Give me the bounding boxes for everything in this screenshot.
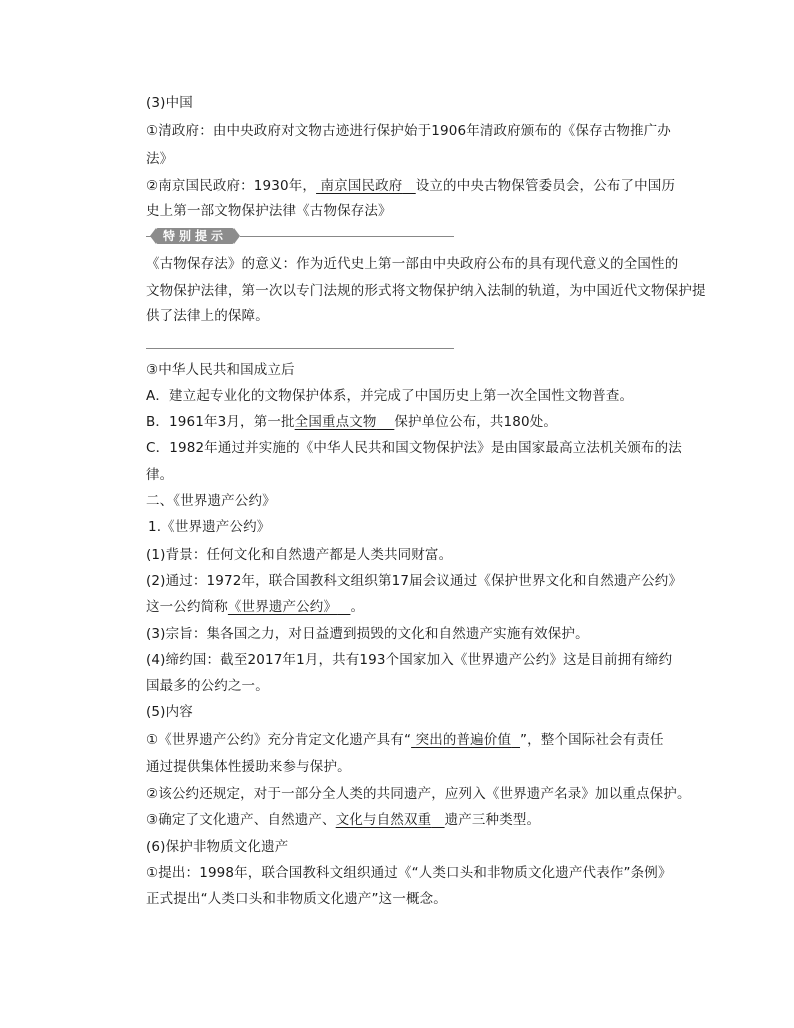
content-1-fill-blank: 突出的普遍价值 xyxy=(415,732,512,748)
tip-line-2: 文物保护法律，第一次以专门法规的形式将文物保护纳入法制的轨道，为中国近代文物保护提 xyxy=(146,283,706,299)
content-title: (5)内容 xyxy=(146,704,193,720)
nanjing-prefix: ②南京国民政府：1930年， xyxy=(146,178,317,194)
adoption-line-1: (2)通过：1972年，联合国教科文组织第17届会议通过《保护世界文化和自然遗产公约》 xyxy=(146,573,683,589)
tip-badge: 特别提示 xyxy=(156,228,234,244)
members-line-2: 国最多的公约之一。 xyxy=(146,678,269,694)
tip-line-3: 供了法律上的保障。 xyxy=(146,308,269,324)
prc-b-prefix: B．1961年3月，第一批 xyxy=(146,414,295,430)
adoption-fill-blank: 《世界遗产公约》 xyxy=(227,599,338,615)
nanjing-fill-blank: 南京国民政府 xyxy=(320,178,403,194)
prc-item-a: A．建立起专业化的文物保护体系，并完成了中国历史上第一次全国性文物普查。 xyxy=(146,388,634,404)
content-1-suffix: ”，整个国际社会有责任 xyxy=(520,732,664,748)
content-1-prefix: ①《世界遗产公约》充分肯定文化遗产具有“ xyxy=(146,732,412,748)
prc-item-c-line-1: C．1982年通过并实施的《中华人民共和国文物保护法》是由国家最高立法机关颁布的法 xyxy=(146,440,682,456)
content-1-line-2: 通过提供集体性援助来参与保护。 xyxy=(146,759,351,775)
tip-line-1: 《古物保存法》的意义：作为近代史上第一部由中央政府公布的具有现代意义的全国性的 xyxy=(146,256,679,272)
tip-bottom-line xyxy=(146,348,454,349)
prc-b-suffix: 保护单位公布，共180处。 xyxy=(394,414,558,430)
tip-top-line-right xyxy=(240,236,454,237)
content-1-line-1 xyxy=(146,731,664,749)
prc-item-c-line-2: 律。 xyxy=(146,467,174,483)
content-2-line: ②该公约还规定，对于一部分全人类的共同遗产，应列入《世界遗产名录》加以重点保护。 xyxy=(146,786,691,802)
background-line: (1)背景：任何文化和自然遗产都是人类共同财富。 xyxy=(146,547,453,563)
ich-line-1: ①提出：1998年，联合国教科文组织通过《“人类口头和非物质文化遗产代表作”条例》 xyxy=(146,865,672,881)
adoption-suffix: 。 xyxy=(350,599,365,615)
ich-line-2: 正式提出“人类口头和非物质文化遗产”这一概念。 xyxy=(146,891,447,907)
ich-title: (6)保护非物质文化遗产 xyxy=(146,839,289,855)
nanjing-line-1 xyxy=(146,177,675,195)
section-2-title: 二、《世界遗产公约》 xyxy=(146,493,276,509)
aim-line: (3)宗旨：集各国之力，对日益遭到损毁的文化和自然遗产实施有效保护。 xyxy=(146,626,589,642)
section-3-title: (3)中国 xyxy=(146,95,193,111)
adoption-line-2 xyxy=(146,598,364,616)
prc-title: ③中华人民共和国成立后 xyxy=(146,362,295,378)
content-3-suffix: 遗产三种类型。 xyxy=(444,812,541,828)
subsection-1-title: 1.《世界遗产公约》 xyxy=(148,519,271,535)
members-line-1: (4)缔约国：截至2017年1月，共有193个国家加入《世界遗产公约》这是目前拥有缔约 xyxy=(146,652,673,668)
prc-b-fill-blank: 全国重点文物 xyxy=(294,414,377,430)
prc-item-b xyxy=(146,413,557,431)
nanjing-suffix: 设立的中央古物保管委员会，公布了中国历 xyxy=(415,178,676,194)
content-3-prefix: ③确定了文化遗产、自然遗产、 xyxy=(146,812,336,828)
adoption-prefix: 这一公约简称 xyxy=(146,599,228,615)
content-3-line xyxy=(146,811,540,829)
qing-line-2: 法》 xyxy=(146,151,174,167)
qing-line-1: ①清政府：由中央政府对文物古迹进行保护始于1906年清政府颁布的《保存古物推广办 xyxy=(146,123,671,139)
content-3-fill-blank: 文化与自然双重 xyxy=(335,812,432,828)
nanjing-line-2: 史上第一部文物保护法律《古物保存法》 xyxy=(146,203,392,219)
